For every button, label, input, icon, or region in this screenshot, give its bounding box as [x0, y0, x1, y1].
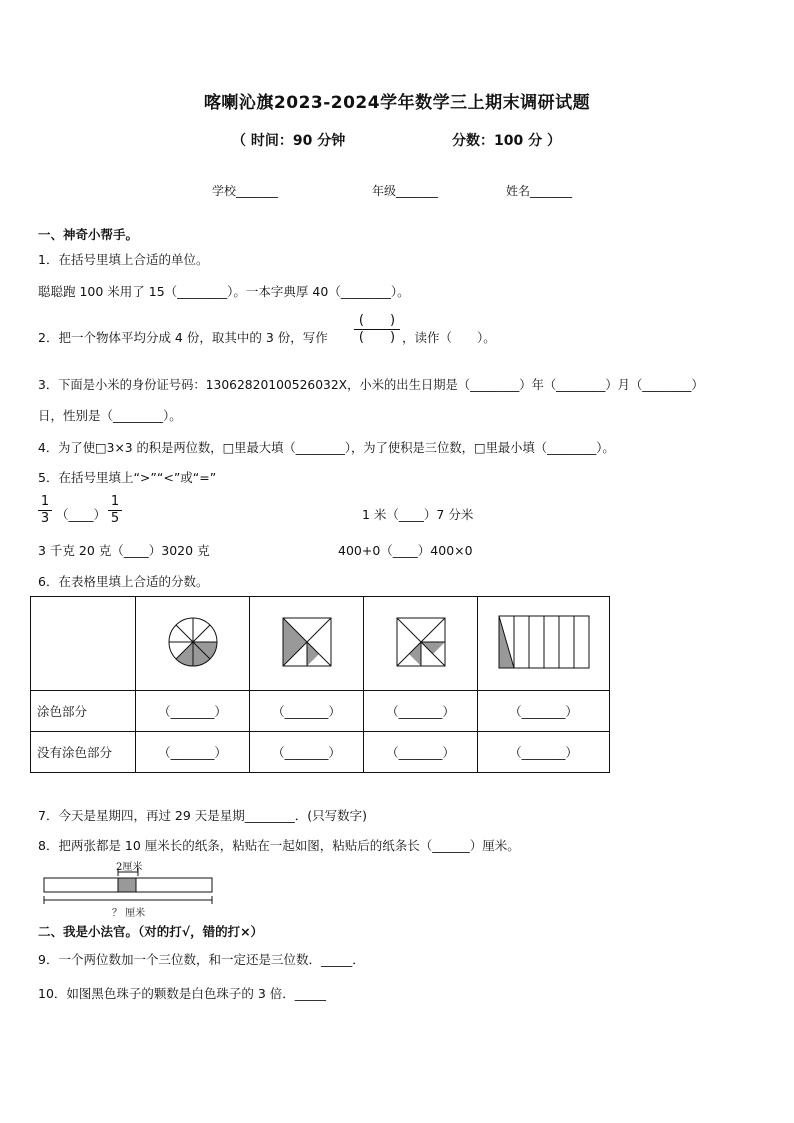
q7-text: 7．今天是星期四，再过 29 天是星期________．(只写数字): [38, 808, 368, 823]
figure-circle: [136, 597, 250, 691]
name-blank: _______: [530, 184, 573, 198]
q6-stem: 6．在表格里填上合适的分数。: [38, 574, 209, 589]
q2-tail: ，读作（ ）。: [402, 330, 496, 345]
school-blank: _______: [236, 184, 279, 198]
q1-line: 聪聪跑 100 米用了 15（________）。一本字典厚 40（________）。: [38, 284, 410, 299]
q3-line2: 日，性别是（________）。: [38, 408, 182, 423]
q5-blank-1: （____）: [56, 507, 107, 522]
row-label-shaded: 涂色部分: [31, 691, 136, 732]
school-field: [212, 182, 278, 199]
q5-item-2: 1 米（____）7 分米: [362, 507, 474, 522]
answer-cell: （_______）: [364, 732, 478, 773]
answer-cell: （_______）: [478, 691, 610, 732]
table-corner: [31, 597, 136, 691]
q2-frac-num: ( ): [354, 313, 400, 330]
q5-frac1-num: 1: [38, 494, 52, 511]
exam-time: （ 时间：90 分钟: [232, 133, 346, 149]
answer-cell: （_______）: [478, 732, 610, 773]
answer-cell: （_______）: [364, 691, 478, 732]
section-2-heading: 二、我是小法官。（对的打√，错的打×）: [38, 924, 264, 939]
q2-fraction: [354, 313, 400, 346]
q2-text: 2．把一个物体平均分成 4 份，取其中的 3 份，写作: [38, 330, 328, 345]
figure-square-b: [364, 597, 478, 691]
grade-field: [372, 182, 438, 199]
name-label: 姓名: [506, 184, 531, 198]
square-triangles-icon: [396, 617, 446, 667]
q5-frac2-num: 1: [108, 494, 122, 511]
row-label-unshaded: 没有涂色部分: [31, 732, 136, 773]
figure-rectangle: [478, 597, 610, 691]
circle-eighths-icon: [168, 617, 218, 667]
strip-bottom-label: ？ 厘米: [112, 908, 146, 919]
exam-score: 分数：100 分 ）: [452, 133, 561, 149]
grade-label: 年级: [372, 184, 397, 198]
strip-top-label: 2厘米: [116, 862, 143, 873]
rectangle-strips-icon: [498, 615, 590, 669]
q8-text: 8．把两张都是 10 厘米长的纸条，粘贴在一起如图，粘贴后的纸条长（______）厘米。: [38, 838, 520, 853]
figure-square-a: [250, 597, 364, 691]
answer-cell: （_______）: [136, 732, 250, 773]
q5-item-4: 400+0（____）400×0: [338, 543, 473, 558]
paper-strip-diagram: [42, 858, 218, 920]
q4-text: 4．为了使□3×3 的积是两位数，□里最大填（________），为了使积是三位数，□里最小填（________）。: [38, 441, 615, 455]
section-1-heading: 一、神奇小帮手。: [38, 227, 139, 242]
q9-text: 9．一个两位数加一个三位数，和一定还是三位数．_____．: [38, 952, 365, 967]
grade-blank: _______: [396, 184, 439, 198]
q5-frac2-den: 5: [110, 511, 120, 526]
q2-frac-den: ( ): [358, 330, 396, 345]
fraction-table: [30, 596, 610, 773]
q10-text: 10．如图黑色珠子的颗数是白色珠子的 3 倍．_____: [38, 986, 327, 1001]
q5-frac1-den: 3: [40, 511, 50, 526]
q3-line1: 3．下面是小米的身份证号码：130628201005260​32X，小米的出生日期是（________）年（________）月（________）: [38, 378, 704, 392]
q5-fraction-1: [38, 494, 52, 527]
page-title: 喀喇沁旗2023-2024学年数学三上期末调研试题: [203, 93, 591, 113]
q5-stem: 5．在括号里填上“>”“<”或“=”: [38, 470, 217, 485]
name-field: [506, 182, 572, 199]
q5-item-3: 3 千克 20 克（____）3020 克: [38, 543, 210, 558]
school-label: 学校: [212, 184, 237, 198]
answer-cell: （_______）: [250, 732, 364, 773]
q1-stem: 1．在括号里填上合适的单位。: [38, 252, 209, 267]
answer-cell: （_______）: [136, 691, 250, 732]
q5-fraction-2: [108, 494, 122, 527]
answer-cell: （_______）: [250, 691, 364, 732]
square-parts-icon: [282, 617, 332, 667]
